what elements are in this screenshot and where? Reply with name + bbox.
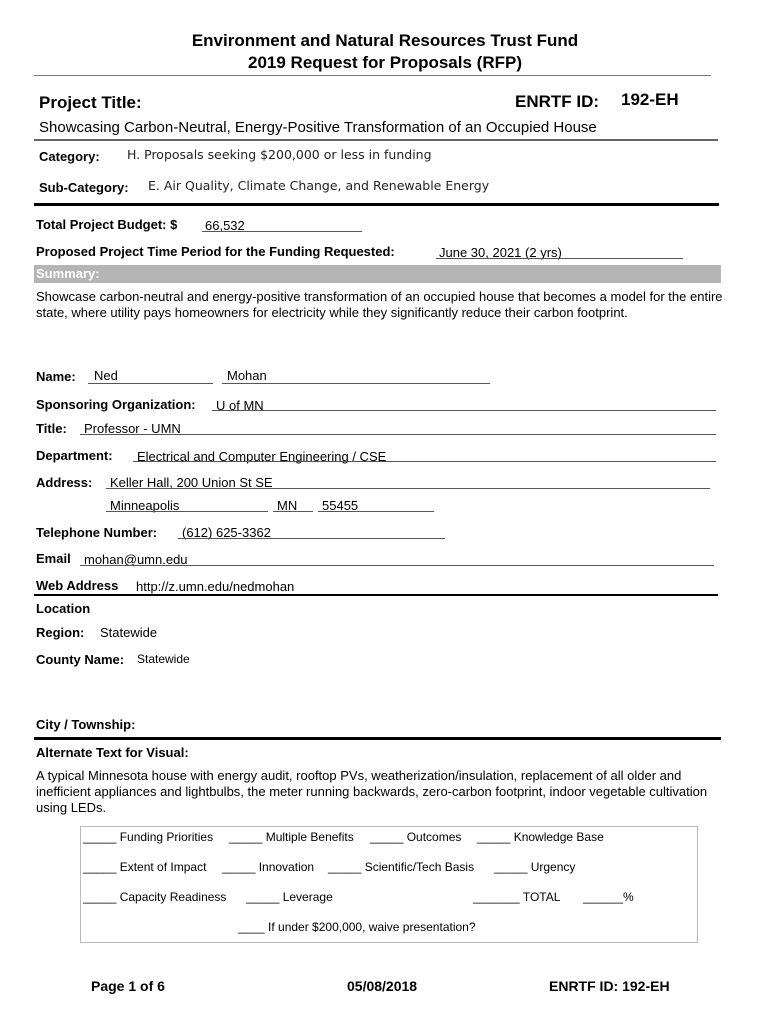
last-name-underline	[222, 383, 490, 384]
first-name-underline	[88, 383, 213, 384]
address-line1-value: Keller Hall, 200 Union St SE	[110, 475, 273, 490]
subcategory-label: Sub-Category:	[39, 180, 129, 195]
location-rule	[34, 737, 721, 740]
budget-underline	[202, 231, 362, 232]
criteria-waive-presentation: ____ If under $200,000, waive presentation?	[238, 920, 476, 934]
summary-text: Showcase carbon-neutral and energy-positive transformation of an occupied house that becomes a model for the entire state, where utility pays homeowners for electricity while they significantly reduce their carbon footprint.	[36, 289, 723, 320]
title-label: Title:	[36, 421, 67, 436]
city-township-label: City / Township:	[36, 717, 136, 732]
project-title-label: Project Title:	[39, 93, 142, 112]
email-label: Email	[36, 551, 71, 566]
enrtf-id-value: 192-EH	[621, 90, 679, 109]
category-label: Category:	[39, 149, 100, 164]
criteria-percent: ______%	[583, 890, 634, 904]
category-rule	[34, 203, 719, 206]
criteria-scientific-basis: _____ Scientific/Tech Basis	[328, 860, 475, 874]
criteria-multiple-benefits: _____ Multiple Benefits	[229, 830, 354, 844]
title-rule	[34, 139, 718, 141]
criteria-funding-priorities: _____ Funding Priorities	[83, 830, 214, 844]
city-underline	[106, 511, 268, 512]
last-name-value: Mohan	[227, 368, 267, 383]
criteria-extent-of-impact: _____ Extent of Impact	[83, 860, 207, 874]
address-line1-underline	[106, 488, 710, 489]
criteria-outcomes: _____ Outcomes	[370, 830, 462, 844]
org-underline	[212, 410, 716, 411]
web-value: http://z.umn.edu/nedmohan	[136, 579, 295, 594]
email-value: mohan@umn.edu	[84, 552, 188, 567]
state-underline	[273, 511, 313, 512]
city-value: Minneapolis	[110, 498, 180, 513]
criteria-urgency: _____ Urgency	[494, 860, 576, 874]
summary-bar	[34, 265, 721, 283]
project-title-value: Showcasing Carbon-Neutral, Energy-Positive Transformation of an Occupied House	[39, 119, 597, 136]
criteria-total: _______ TOTAL	[473, 890, 561, 904]
period-label: Proposed Project Time Period for the Funding Requested:	[36, 244, 395, 259]
period-value: June 30, 2021 (2 yrs)	[439, 245, 562, 260]
region-value: Statewide	[100, 625, 158, 640]
phone-label: Telephone Number:	[36, 525, 158, 540]
department-underline	[133, 461, 716, 462]
address-label: Address:	[36, 475, 93, 490]
location-heading: Location	[36, 601, 91, 616]
org-value: U of MN	[216, 398, 264, 413]
footer-id: ENRTF ID: 192-EH	[549, 978, 670, 994]
header-line-2: 2019 Request for Proposals (RFP)	[248, 53, 522, 72]
region-label: Region:	[36, 625, 85, 640]
first-name-value: Ned	[94, 368, 118, 383]
department-label: Department:	[36, 448, 113, 463]
web-rule	[34, 594, 718, 596]
footer-date: 05/08/2018	[347, 978, 418, 994]
web-label: Web Address	[36, 578, 119, 593]
phone-value: (612) 625-3362	[182, 525, 271, 540]
enrtf-id-label: ENRTF ID:	[515, 92, 600, 111]
email-underline	[80, 565, 714, 566]
budget-value: 66,532	[205, 218, 245, 233]
criteria-knowledge-base: _____ Knowledge Base	[477, 830, 604, 844]
zip-value: 55455	[322, 498, 359, 513]
title-underline	[80, 434, 716, 435]
title-value: Professor - UMN	[84, 421, 181, 436]
footer-page: Page 1 of 6	[91, 978, 165, 994]
county-label: County Name:	[36, 652, 125, 667]
county-value: Statewide	[137, 652, 190, 666]
criteria-leverage: _____ Leverage	[246, 890, 333, 904]
alt-text-body: A typical Minnesota house with energy audit, rooftop PVs, weatherization/insulation, replacement of all older and inefficient appliances and lightbulbs, the meter running backwards, zero-carbon footprint, indoor vegetable cultivation using LEDs.	[36, 768, 708, 815]
category-value: H. Proposals seeking $200,000 or less in funding	[127, 147, 432, 162]
org-label: Sponsoring Organization:	[36, 397, 196, 412]
alt-text-label: Alternate Text for Visual:	[36, 745, 189, 760]
criteria-innovation: _____ Innovation	[222, 860, 315, 874]
phone-underline	[178, 538, 445, 539]
period-underline	[436, 258, 683, 259]
name-label: Name:	[36, 369, 76, 384]
summary-label: Summary:	[36, 266, 100, 281]
subcategory-value: E. Air Quality, Climate Change, and Renewable Energy	[148, 178, 490, 193]
header-rule	[34, 75, 711, 76]
budget-label: Total Project Budget: $	[36, 217, 178, 232]
state-value: MN	[277, 498, 298, 513]
criteria-capacity-readiness: _____ Capacity Readiness	[83, 890, 227, 904]
department-value: Electrical and Computer Engineering / CSE	[137, 449, 387, 464]
zip-underline	[318, 511, 434, 512]
header-line-1: Environment and Natural Resources Trust Fund	[191, 31, 579, 50]
